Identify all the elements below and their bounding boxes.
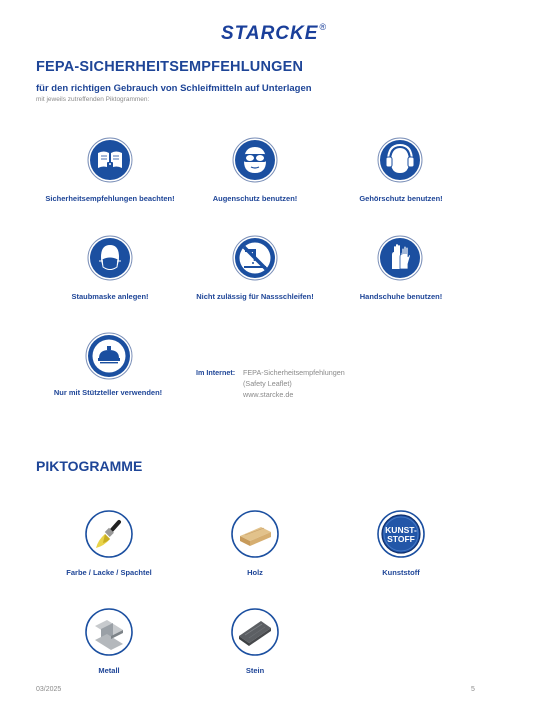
label-augenschutz: Augenschutz benutzen!: [212, 194, 298, 203]
paint-brush-icon: [85, 510, 133, 558]
label-metall: Metall: [98, 666, 120, 675]
label-kunststoff: Kunststoff: [382, 568, 420, 577]
label-sicherheitsempfehlungen: Sicherheitsempfehlungen beachten!: [45, 194, 175, 203]
internet-line-2: (Safety Leaflet): [243, 379, 292, 388]
backing-pad-icon: [85, 332, 133, 380]
label-nassschleifen: Nicht zulässig für Nassschleifen!: [196, 292, 314, 301]
label-holz: Holz: [247, 568, 263, 577]
metal-beam-icon: [85, 608, 133, 656]
logo-text: STARCKE: [221, 23, 319, 44]
starcke-logo: [221, 22, 327, 45]
page-number: 5: [471, 686, 475, 693]
wood-icon: [231, 510, 279, 558]
registered-mark: ®: [319, 22, 328, 32]
safety-title: FEPA-SICHERHEITSEMPFEHLUNGEN: [36, 59, 304, 75]
stone-icon: [231, 608, 279, 656]
no-wet-grinding-icon: [232, 235, 278, 281]
pictograms-title: PIKTOGRAMME: [36, 458, 143, 474]
dust-mask-icon: [87, 235, 133, 281]
plastic-badge-line1: KUNST-: [385, 525, 417, 535]
internet-line-1: FEPA-Sicherheitsempfehlungen: [243, 368, 345, 377]
footer-date: 03/2025: [36, 686, 62, 693]
label-handschuhe: Handschuhe benutzen!: [359, 292, 443, 301]
label-stuetzteller: Nur mit Stützteller verwenden!: [53, 388, 163, 397]
ear-protection-icon: [377, 137, 423, 183]
label-staubmaske: Staubmaske anlegen!: [71, 292, 149, 301]
label-stein: Stein: [245, 666, 265, 675]
label-gehoerschutz: Gehörschutz benutzen!: [359, 194, 443, 203]
book-icon: [87, 137, 133, 183]
internet-url[interactable]: www.starcke.de: [243, 390, 294, 399]
plastic-icon: [377, 510, 425, 558]
safety-note: mit jeweils zutreffenden Piktogrammen:: [36, 96, 150, 103]
safety-subtitle: für den richtigen Gebrauch von Schleifmitteln auf Unterlagen: [36, 83, 312, 94]
internet-label: Im Internet:: [196, 368, 236, 377]
plastic-badge-line2: STOFF: [387, 534, 415, 544]
label-farbe: Farbe / Lacke / Spachtel: [66, 568, 152, 577]
gloves-icon: [377, 235, 423, 281]
goggles-icon: [232, 137, 278, 183]
